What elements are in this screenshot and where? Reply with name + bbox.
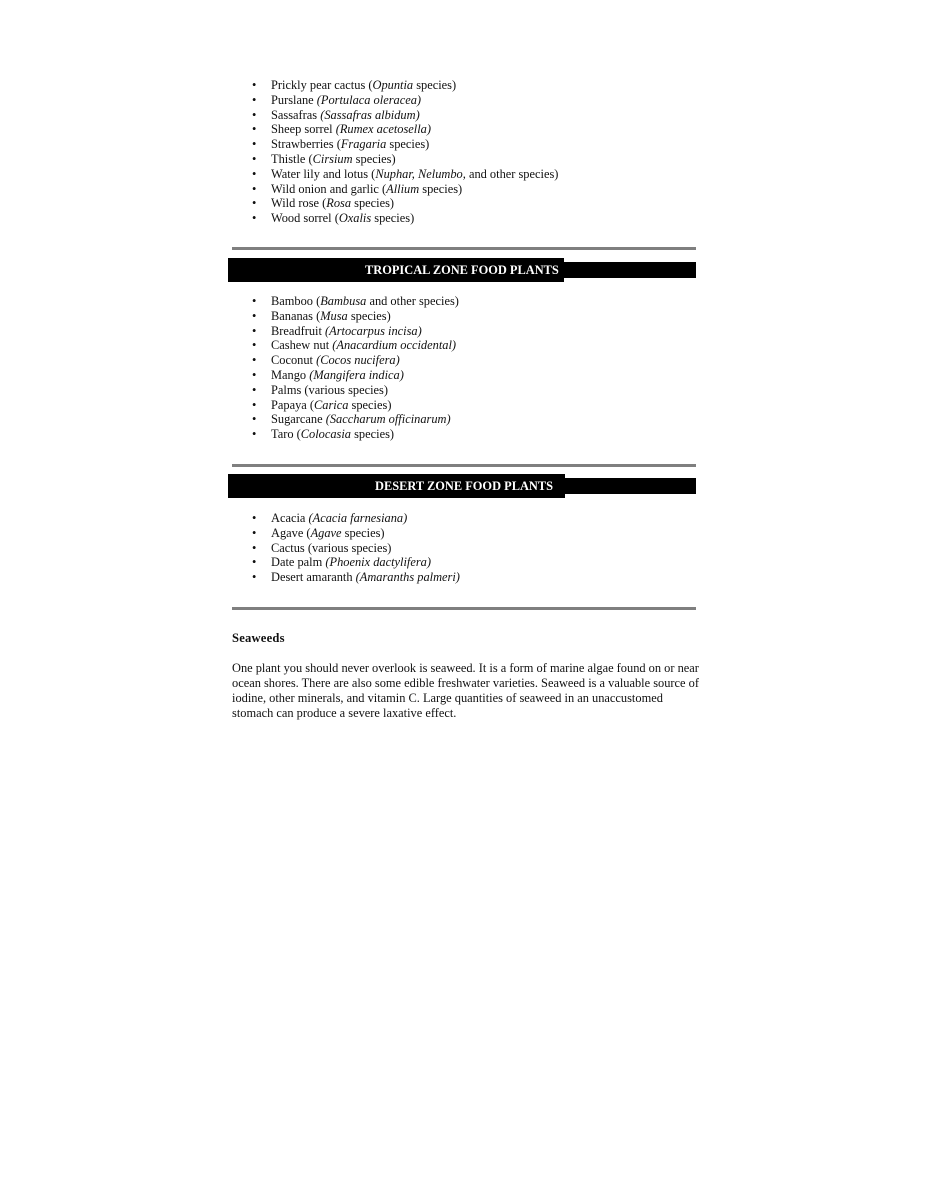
list-item: • Purslane (Portulaca oleracea) [252,93,558,108]
list-item: • Desert amaranth (Amaranths palmeri) [252,570,460,585]
list-item: • Prickly pear cactus (Opuntia species) [252,78,558,93]
list-item: • Cactus (various species) [252,541,460,556]
list-item: • Mango (Mangifera indica) [252,368,459,383]
list-item: • Cashew nut (Anacardium occidental) [252,338,459,353]
section-divider [232,464,696,467]
banner-tab [228,474,565,498]
list-item: • Papaya (Carica species) [252,398,459,413]
list-item: • Agave (Agave species) [252,526,460,541]
list-item: • Taro (Colocasia species) [252,427,459,442]
list-item: • Wild onion and garlic (Allium species) [252,182,558,197]
desert-section-title: DESERT ZONE FOOD PLANTS [375,479,554,493]
section-divider [232,607,696,610]
list-item: • Bamboo (Bambusa and other species) [252,294,459,309]
seaweeds-paragraph: One plant you should never overlook is seaweed. It is a form of marine algae found on or near ocean shores. There are also some edible freshwater varieties. Seaweed is a valuable source of iodine, other minerals, and vitamin C. Large quantities of seaweed in an unaccustomed stomach can produce a severe laxative effect. [232,661,699,720]
desert-section-banner [228,474,696,498]
tropical-plant-list [252,294,459,442]
list-item: • Thistle (Cirsium species) [252,152,558,167]
tropical-section-banner [228,258,696,282]
list-item: • Coconut (Cocos nucifera) [252,353,459,368]
list-item: • Acacia (Acacia farnesiana) [252,511,460,526]
list-item: • Sassafras (Sassafras albidum) [252,108,558,123]
list-item: • Bananas (Musa species) [252,309,459,324]
list-item: • Date palm (Phoenix dactylifera) [252,555,460,570]
list-item: • Wood sorrel (Oxalis species) [252,211,558,226]
seaweeds-heading: Seaweeds [232,631,285,645]
list-item: • Sugarcane (Saccharum officinarum) [252,412,459,427]
list-item: • Palms (various species) [252,383,459,398]
list-item: • Breadfruit (Artocarpus incisa) [252,324,459,339]
temperate-plant-list [252,78,558,226]
banner-tab [228,258,564,282]
tropical-section-title: TROPICAL ZONE FOOD PLANTS [365,263,559,277]
list-item: • Sheep sorrel (Rumex acetosella) [252,122,558,137]
section-divider [232,247,696,250]
list-item: • Wild rose (Rosa species) [252,196,558,211]
list-item: • Strawberries (Fragaria species) [252,137,558,152]
desert-plant-list [252,511,460,585]
list-item: • Water lily and lotus (Nuphar, Nelumbo, and other species) [252,167,558,182]
